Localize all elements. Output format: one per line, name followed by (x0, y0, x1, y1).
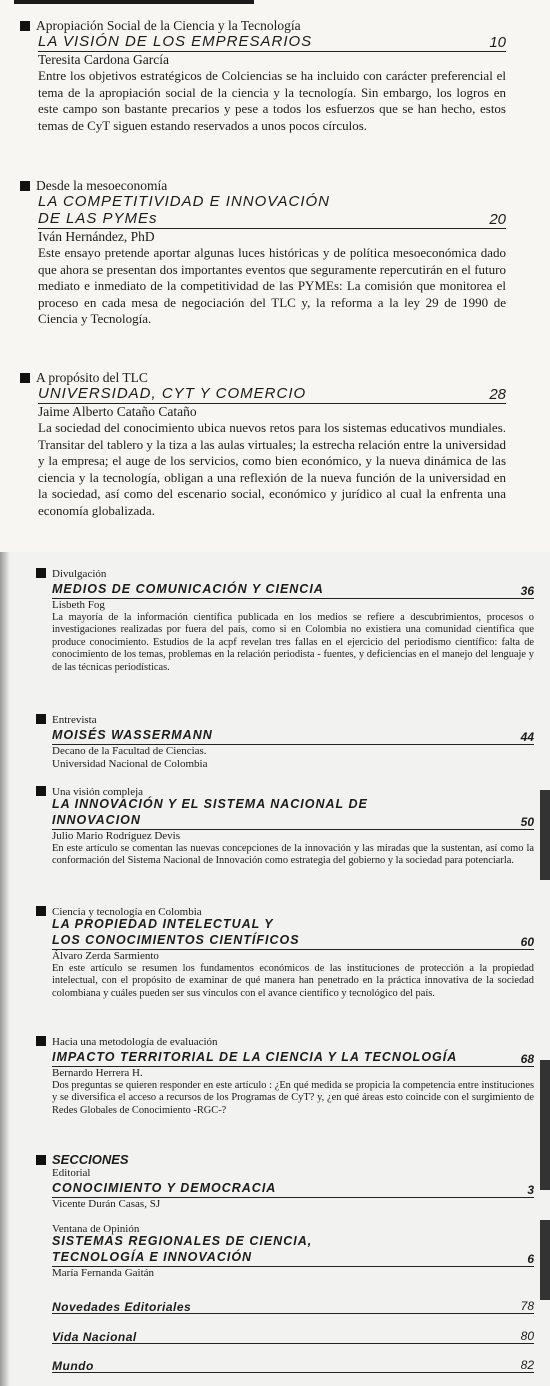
entry-page-number: 28 (489, 386, 506, 403)
entry-kicker: Editorial (52, 1167, 91, 1179)
section-row-novedades[interactable] (52, 1298, 534, 1314)
toc-entry[interactable] (36, 1036, 534, 1117)
section-page-number: 78 (520, 1299, 534, 1313)
entry-page-number: 60 (520, 935, 534, 949)
entry-kicker: Ciencia y tecnología en Colombia (36, 906, 534, 918)
square-bullet-icon (36, 568, 46, 578)
entry-title-row[interactable] (52, 931, 534, 950)
entry-kicker: A propósito del TLC (20, 370, 506, 385)
entry-title-line: LA INNOVACIÓN Y EL SISTEMA NACIONAL DE (52, 797, 368, 811)
entry-description: La mayoría de la información científica publicada en los medios se refiere a descubrimientos, procesos o investigaciones realizadas por fuera del país, como si en Colombia no existiera una comunidad científica que produce conocimiento. Estudios de la acpf revelan tres fallas en el ejercicio del periodismo científico: falta de conocimiento de los temas, problemas en la relación periodista - fuentes, y deficiencias en el manejo del lenguaje y de las técnicas periodísticas. (52, 611, 534, 673)
square-bullet-icon (20, 21, 30, 31)
entry-page-number: 50 (520, 815, 534, 829)
square-bullet-icon (20, 373, 30, 383)
ventana-entry[interactable] (52, 1223, 534, 1280)
secciones-block (36, 1152, 534, 1279)
entry-title: INNOVACION (52, 813, 141, 827)
page-gutter-shadow (0, 552, 10, 1386)
entry-author: Teresita Cardona García (38, 52, 169, 67)
entry-page-number: 68 (520, 1052, 534, 1066)
entry-title-line: LA COMPETITIVIDAD E INNOVACIÓN (38, 193, 330, 210)
entry-title: LOS CONOCIMIENTOS CIENTÍFICOS (52, 933, 300, 947)
entry-description: La sociedad del conocimiento ubica nuevos retos para los sistemas educativos mundiales. Transitar del tablero y la tiza a las aulas virtuales; la estrecha relación entre la universidad y la empresa; el auge de los servicios, como bien económico, y la nueva dinámica de las ciencia y la tecnología, obligan a una reflexión de la nueva función de la universidad en la sociedad, así como del escenario social, económico y jurídico al cual la enfrenta una economía globalizada. (38, 420, 506, 518)
toc-entry[interactable] (36, 714, 534, 770)
entry-page-number: 10 (489, 34, 506, 51)
toc-entry[interactable] (20, 370, 506, 519)
entry-title: MOISÉS WASSERMANN (52, 728, 213, 742)
page-edge-shade (540, 790, 550, 880)
entry-title: MEDIOS DE COMUNICACIÓN Y CIENCIA (52, 582, 324, 596)
editorial-entry[interactable] (52, 1167, 534, 1211)
entry-title: IMPACTO TERRITORIAL DE LA CIENCIA Y LA TECNOLOGÍA (52, 1050, 458, 1064)
entry-kicker: Apropiación Social de la Ciencia y la Tecnología (20, 18, 506, 33)
square-bullet-icon (36, 786, 46, 796)
entry-kicker: Una visión compleja (36, 786, 534, 798)
entry-page-number: 3 (527, 1183, 534, 1197)
section-title: Vida Nacional (52, 1330, 137, 1344)
section-title: Novedades Editoriales (52, 1300, 192, 1314)
entry-title-row[interactable] (38, 210, 506, 229)
square-bullet-icon (36, 1036, 46, 1046)
section-row-mundo[interactable] (52, 1357, 534, 1373)
entry-author: Jaime Alberto Cataño Cataño (38, 404, 197, 419)
section-title: Mundo (52, 1359, 94, 1373)
entry-page-number: 6 (527, 1251, 534, 1266)
section-page-number: 82 (520, 1358, 534, 1372)
square-bullet-icon (36, 906, 46, 916)
entry-title-row[interactable] (52, 1179, 534, 1198)
entry-kicker: Divulgación (36, 568, 534, 580)
square-bullet-icon (36, 714, 46, 724)
entry-title: CONOCIMIENTO Y DEMOCRACIA (52, 1181, 277, 1195)
entry-title: UNIVERSIDAD, CYT Y COMERCIO (38, 385, 307, 402)
entry-description: En este artículo se resumen los fundamentos económicos de las instituciones de protección a la propiedad intelectual, con el propósito de examinar de qué manera han penetrado en la práctica innovativa de la sociedad colombiana y cuáles pueden ser sus vínculos con el avance científico y tecnológico del país. (52, 962, 534, 999)
entry-description: Dos preguntas se quieren responder en este artículo : ¿En qué medida se propicia la competencia entre instituciones y se diversifica el acceso a recursos de los Programas de CyT? y, ¿en qué áreas esto coincide con el surgimiento de Redes Globales de Conocimiento -RGC-? (52, 1079, 534, 1116)
toc-entry[interactable] (20, 18, 506, 134)
section-row-vida-nacional[interactable] (52, 1328, 534, 1344)
square-bullet-icon (20, 181, 30, 191)
entry-title-row[interactable] (38, 33, 506, 52)
entry-title-row[interactable] (52, 580, 534, 599)
secciones-heading: SECCIONES (36, 1152, 534, 1167)
square-bullet-icon (36, 1155, 46, 1165)
entry-title-line: LA PROPIEDAD INTELECTUAL Y (52, 917, 274, 931)
entry-author: Lisbeth Fog (52, 599, 105, 611)
page-edge-shade (540, 1220, 550, 1300)
toc-entry[interactable] (36, 568, 534, 674)
entry-title-row[interactable] (52, 811, 534, 830)
entry-author: Universidad Nacional de Colombia (52, 757, 208, 770)
entry-kicker: Entrevista (36, 714, 534, 726)
entry-author: Bernardo Herrera H. (52, 1067, 143, 1079)
entry-title: TECNOLOGÍA E INNOVACIÓN (52, 1249, 253, 1264)
toc-entry[interactable] (36, 786, 534, 868)
top-rule (14, 0, 254, 4)
entry-title-line: SISTEMAS REGIONALES DE CIENCIA, (52, 1233, 313, 1248)
entry-description: En este artículo se comentan las nuevas concepciones de la innovación y las miradas que la sustentan, así como la conformación del Sistema Nacional de Innovación como estrategia del gobierno y la sociedad para potenciarla. (52, 842, 534, 867)
entry-title-row[interactable] (52, 1048, 534, 1067)
toc-entry[interactable] (36, 906, 534, 1000)
entry-author: Decano de la Facultad de Ciencias. (52, 745, 207, 757)
toc-entry[interactable] (20, 178, 506, 328)
page-edge-shade (540, 1060, 550, 1190)
entry-kicker: Desde la mesoeconomía (20, 178, 506, 193)
entry-description: Este ensayo pretende aportar algunas luces históricas y de política mesoeconómica dado que ahora se presentan dos importantes eventos que seguramente repercutirán en el futuro mediato e inmediato de la competitividad de las PYMEs: La comisión que monitorea el proceso en cada mesa de negociación del TLC y, la reforma a la ley 29 de 1990 de Ciencia y Tecnología. (38, 245, 506, 326)
entry-page-number: 36 (520, 584, 534, 598)
entry-kicker: Hacia una metodología de evaluación (36, 1036, 534, 1048)
entry-title-row[interactable] (52, 726, 534, 745)
entry-page-number: 44 (520, 730, 534, 744)
entry-description: Entre los objetivos estratégicos de Colciencias se ha incluido con carácter preferencial el tema de la apropiación social de la ciencia y la tecnología. Sin embargo, los logros en este campo son bastante precarios y pese a todos los esfuerzos que se han hecho, estos temas de CyT siguen estando reservados a unos pocos círculos. (38, 68, 506, 133)
entry-title: DE LAS PYMEs (38, 210, 158, 227)
entry-author: Iván Hernández, PhD (38, 229, 155, 244)
entry-author: Álvaro Zerda Sarmiento (52, 950, 159, 962)
entry-author: María Fernanda Gaitán (52, 1266, 155, 1279)
entry-author: Vicente Durán Casas, SJ (52, 1198, 161, 1210)
entry-title: LA VISIÓN DE LOS EMPRESARIOS (38, 33, 313, 50)
entry-kicker: Ventana de Opinión (52, 1222, 140, 1235)
section-page-number: 80 (520, 1329, 534, 1343)
entry-title-row[interactable] (38, 385, 506, 404)
entry-title-row[interactable] (52, 1248, 534, 1267)
entry-author: Julio Mario Rodríguez Devis (52, 830, 181, 842)
entry-page-number: 20 (489, 211, 506, 228)
